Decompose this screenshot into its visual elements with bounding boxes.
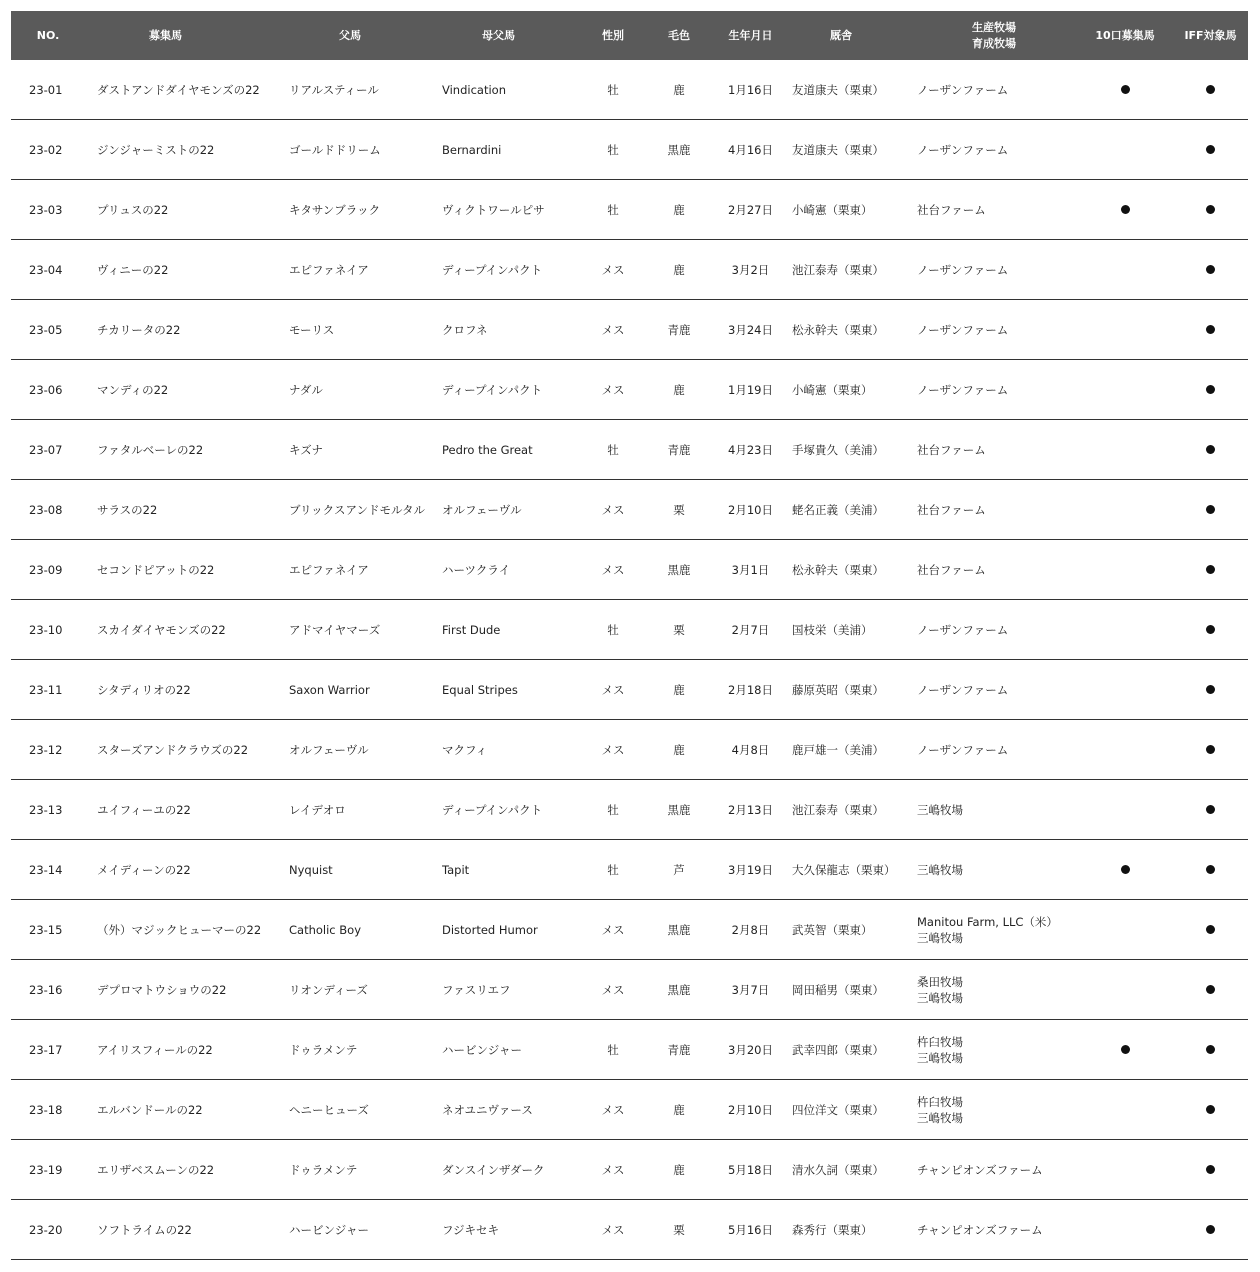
cell-farm: ノーザンファーム (917, 142, 1009, 157)
cell-color: 鹿 (673, 382, 685, 397)
iff-mark-cell (1173, 505, 1248, 514)
cell-no: 23-11 (29, 682, 63, 697)
cell-stable: 四位洋文（栗東） (792, 1102, 884, 1117)
cell-sire: アドマイヤマーズ (289, 622, 381, 637)
cell-sex: メス (601, 1162, 625, 1177)
cell-color: 青鹿 (667, 1042, 691, 1057)
cell-birth: 2月27日 (728, 202, 773, 217)
table-row (11, 960, 1248, 1020)
cell-farm: ノーザンファーム (917, 82, 1009, 97)
cell-birth: 3月19日 (728, 862, 773, 877)
cell-no: 23-06 (29, 382, 63, 397)
iff-mark-dot-icon (1206, 565, 1215, 574)
cell-dam-sire: First Dude (442, 622, 501, 637)
cell-sex: メス (601, 262, 625, 277)
cell-name: ダストアンドダイヤモンズの22 (97, 82, 260, 97)
header-stable: 厩舎 (830, 28, 852, 42)
header-dam-sire: 母父馬 (482, 28, 515, 42)
cell-name: サラスの22 (97, 502, 158, 517)
table-row (11, 300, 1248, 360)
header-birth: 生年月日 (728, 28, 773, 42)
cell-no: 23-05 (29, 322, 63, 337)
cell-sex: 牡 (607, 802, 619, 817)
cell-sire: ヘニーヒューズ (289, 1102, 369, 1117)
cell-sire: オルフェーヴル (289, 742, 369, 757)
cell-sire: キタサンブラック (289, 202, 381, 217)
cell-birth: 3月24日 (728, 322, 773, 337)
cell-no: 23-10 (29, 622, 63, 637)
cell-no: 23-14 (29, 862, 63, 877)
iff-mark-cell (1173, 1225, 1248, 1234)
cell-name: （外）マジックヒューマーの22 (97, 922, 262, 937)
table-row (11, 60, 1248, 120)
iff-mark-dot-icon (1206, 205, 1215, 214)
iff-mark-cell (1173, 265, 1248, 274)
cell-farm: 社台ファーム (917, 442, 986, 457)
table-row (11, 120, 1248, 180)
cell-stable: 手塚貴久（美浦） (792, 442, 884, 457)
table-row (11, 720, 1248, 780)
cell-dam-sire: ディープインパクト (442, 382, 543, 397)
cell-birth: 3月20日 (728, 1042, 773, 1057)
cell-stable: 大久保龍志（栗東） (792, 862, 896, 877)
table-row (11, 660, 1248, 720)
cell-stable: 松永幹夫（栗東） (792, 562, 884, 577)
cell-dam-sire: Pedro the Great (442, 442, 533, 457)
iff-mark-cell (1173, 865, 1248, 874)
cell-sex: 牡 (607, 1042, 619, 1057)
iff-mark-dot-icon (1206, 385, 1215, 394)
cell-no: 23-19 (29, 1162, 63, 1177)
table-row (11, 1200, 1248, 1260)
cell-name: ヴィニーの22 (97, 262, 169, 277)
cell-sire: Saxon Warrior (289, 682, 370, 697)
table-body (11, 60, 1248, 1260)
table-row (11, 780, 1248, 840)
cell-sex: 牡 (607, 202, 619, 217)
cell-dam-sire: Tapit (442, 862, 470, 877)
table-row (11, 420, 1248, 480)
ten-share-mark-dot-icon (1121, 1045, 1130, 1054)
cell-farm: 杵臼牧場 三嶋牧場 (917, 1034, 963, 1065)
header-farm: 生産牧場 育成牧場 (972, 20, 1016, 50)
cell-name: ジンジャーミストの22 (97, 142, 215, 157)
cell-no: 23-16 (29, 982, 63, 997)
cell-farm: チャンピオンズファーム (917, 1162, 1043, 1177)
cell-stable: 森秀行（栗東） (792, 1222, 873, 1237)
cell-color: 鹿 (673, 82, 685, 97)
iff-mark-cell (1173, 1165, 1248, 1174)
cell-sire: リオンディーズ (289, 982, 368, 997)
header-iff: IFF対象馬 (1184, 28, 1237, 42)
cell-name: プリュスの22 (97, 202, 169, 217)
cell-stable: 藤原英昭（栗東） (792, 682, 884, 697)
cell-sex: メス (601, 742, 625, 757)
cell-sire: ドゥラメンテ (289, 1162, 358, 1177)
ten-share-mark-cell (1077, 865, 1173, 874)
iff-mark-dot-icon (1206, 145, 1215, 154)
cell-name: マンディの22 (97, 382, 169, 397)
iff-mark-dot-icon (1206, 505, 1215, 514)
cell-stable: 池江泰寿（栗東） (792, 262, 884, 277)
cell-stable: 国枝栄（美浦） (792, 622, 873, 637)
cell-stable: 岡田稲男（栗東） (792, 982, 884, 997)
cell-birth: 2月10日 (728, 1102, 773, 1117)
cell-name: メイディーンの22 (97, 862, 191, 877)
cell-sex: メス (601, 562, 625, 577)
cell-no: 23-15 (29, 922, 63, 937)
cell-farm: ノーザンファーム (917, 382, 1009, 397)
iff-mark-cell (1173, 325, 1248, 334)
cell-farm: ノーザンファーム (917, 682, 1009, 697)
cell-dam-sire: ファスリエフ (442, 982, 511, 997)
cell-birth: 3月1日 (731, 562, 770, 577)
cell-dam-sire: Distorted Humor (442, 922, 538, 937)
cell-no: 23-04 (29, 262, 63, 277)
cell-dam-sire: オルフェーヴル (442, 502, 522, 517)
cell-name: シタディリオの22 (97, 682, 191, 697)
iff-mark-dot-icon (1206, 325, 1215, 334)
cell-farm: 社台ファーム (917, 502, 986, 517)
iff-mark-dot-icon (1206, 85, 1215, 94)
cell-sex: メス (601, 382, 625, 397)
cell-sex: メス (601, 1102, 625, 1117)
ten-share-mark-cell (1077, 205, 1173, 214)
cell-color: 黒鹿 (667, 922, 691, 937)
cell-stable: 小崎憲（栗東） (792, 202, 873, 217)
cell-farm: Manitou Farm, LLC（米） 三嶋牧場 (917, 914, 1058, 945)
cell-farm: 桑田牧場 三嶋牧場 (917, 974, 963, 1005)
header-color: 毛色 (668, 28, 690, 42)
iff-mark-dot-icon (1206, 745, 1215, 754)
cell-dam-sire: ディープインパクト (442, 802, 543, 817)
cell-dam-sire: Equal Stripes (442, 682, 518, 697)
recruitment-table (11, 11, 1248, 1260)
cell-color: 芦 (673, 862, 685, 877)
cell-name: エリザベスムーンの22 (97, 1162, 215, 1177)
table-row (11, 360, 1248, 420)
cell-sex: メス (601, 682, 625, 697)
cell-name: スターズアンドクラウズの22 (97, 742, 249, 757)
cell-color: 鹿 (673, 202, 685, 217)
cell-sex: メス (601, 322, 625, 337)
ten-share-mark-cell (1077, 1045, 1173, 1054)
header-ten-share: 10口募集馬 (1095, 28, 1155, 42)
cell-dam-sire: ヴィクトワールピサ (442, 202, 545, 217)
cell-color: 栗 (673, 622, 685, 637)
cell-no: 23-08 (29, 502, 63, 517)
cell-birth: 4月16日 (728, 142, 773, 157)
iff-mark-cell (1173, 1045, 1248, 1054)
cell-no: 23-03 (29, 202, 63, 217)
iff-mark-dot-icon (1206, 865, 1215, 874)
cell-no: 23-20 (29, 1222, 63, 1237)
iff-mark-cell (1173, 985, 1248, 994)
cell-stable: 武英智（栗東） (792, 922, 873, 937)
cell-farm: ノーザンファーム (917, 262, 1009, 277)
header-name: 募集馬 (149, 28, 182, 42)
cell-stable: 池江泰寿（栗東） (792, 802, 884, 817)
table-header (11, 11, 1248, 60)
cell-farm: ノーザンファーム (917, 742, 1009, 757)
cell-farm: 杵臼牧場 三嶋牧場 (917, 1094, 963, 1125)
iff-mark-dot-icon (1206, 925, 1215, 934)
cell-sire: ブリックスアンドモルタル (289, 502, 426, 517)
cell-stable: 蛯名正義（美浦） (792, 502, 884, 517)
cell-birth: 2月8日 (731, 922, 770, 937)
cell-stable: 清水久詞（栗東） (792, 1162, 884, 1177)
table-row (11, 1140, 1248, 1200)
cell-color: 栗 (673, 502, 685, 517)
cell-no: 23-18 (29, 1102, 63, 1117)
cell-color: 鹿 (673, 742, 685, 757)
cell-color: 黒鹿 (667, 562, 691, 577)
cell-sire: リアルスティール (289, 82, 379, 97)
cell-sire: ドゥラメンテ (289, 1042, 358, 1057)
table-row (11, 1080, 1248, 1140)
cell-farm: 社台ファーム (917, 202, 986, 217)
cell-birth: 4月8日 (731, 742, 770, 757)
iff-mark-dot-icon (1206, 265, 1215, 274)
table-row (11, 480, 1248, 540)
table-row (11, 540, 1248, 600)
iff-mark-dot-icon (1206, 805, 1215, 814)
iff-mark-dot-icon (1206, 625, 1215, 634)
cell-birth: 1月19日 (728, 382, 773, 397)
cell-name: アイリスフィールの22 (97, 1042, 213, 1057)
cell-sire: エピファネイア (289, 262, 369, 277)
cell-sex: 牡 (607, 442, 619, 457)
table-row (11, 840, 1248, 900)
cell-birth: 4月23日 (728, 442, 773, 457)
cell-sex: 牡 (607, 82, 619, 97)
cell-dam-sire: Bernardini (442, 142, 502, 157)
cell-sire: ハービンジャー (289, 1222, 369, 1237)
cell-color: 鹿 (673, 682, 685, 697)
iff-mark-cell (1173, 625, 1248, 634)
table-row (11, 180, 1248, 240)
header-sex: 性別 (602, 28, 624, 42)
cell-color: 黒鹿 (667, 802, 691, 817)
table-row (11, 1020, 1248, 1080)
cell-color: 黒鹿 (667, 142, 691, 157)
cell-name: エルバンドールの22 (97, 1102, 203, 1117)
ten-share-mark-dot-icon (1121, 85, 1130, 94)
cell-no: 23-17 (29, 1042, 63, 1057)
ten-share-mark-dot-icon (1121, 205, 1130, 214)
header-sire: 父馬 (339, 28, 361, 42)
cell-farm: ノーザンファーム (917, 622, 1009, 637)
cell-no: 23-01 (29, 82, 63, 97)
cell-stable: 鹿戸雄一（美浦） (792, 742, 884, 757)
cell-birth: 3月7日 (731, 982, 770, 997)
cell-sex: 牡 (607, 142, 619, 157)
cell-sire: Catholic Boy (289, 922, 362, 937)
cell-no: 23-12 (29, 742, 63, 757)
cell-dam-sire: ハービンジャー (442, 1042, 522, 1057)
cell-birth: 2月10日 (728, 502, 773, 517)
cell-sire: ゴールドドリーム (289, 142, 381, 157)
cell-stable: 友道康夫（栗東） (792, 142, 884, 157)
cell-stable: 武幸四郎（栗東） (792, 1042, 884, 1057)
iff-mark-cell (1173, 205, 1248, 214)
iff-mark-cell (1173, 745, 1248, 754)
cell-dam-sire: ダンスインザダーク (442, 1162, 545, 1177)
iff-mark-dot-icon (1206, 685, 1215, 694)
iff-mark-cell (1173, 145, 1248, 154)
cell-sire: Nyquist (289, 862, 333, 877)
cell-no: 23-02 (29, 142, 63, 157)
cell-birth: 5月18日 (728, 1162, 773, 1177)
table-row (11, 600, 1248, 660)
iff-mark-cell (1173, 685, 1248, 694)
cell-dam-sire: ディープインパクト (442, 262, 543, 277)
iff-mark-cell (1173, 565, 1248, 574)
cell-name: ファタルベーレの22 (97, 442, 204, 457)
cell-color: 鹿 (673, 262, 685, 277)
cell-birth: 1月16日 (728, 82, 773, 97)
iff-mark-cell (1173, 1105, 1248, 1114)
iff-mark-cell (1173, 925, 1248, 934)
cell-farm: 三嶋牧場 (917, 802, 963, 817)
cell-color: 青鹿 (667, 322, 691, 337)
cell-stable: 小崎憲（栗東） (792, 382, 873, 397)
iff-mark-cell (1173, 85, 1248, 94)
cell-name: ユイフィーユの22 (97, 802, 191, 817)
cell-name: ソフトライムの22 (97, 1222, 192, 1237)
cell-name: セコンドピアットの22 (97, 562, 215, 577)
cell-color: 鹿 (673, 1102, 685, 1117)
cell-sire: レイデオロ (289, 802, 346, 817)
cell-sex: メス (601, 1222, 625, 1237)
cell-sex: 牡 (607, 862, 619, 877)
iff-mark-cell (1173, 385, 1248, 394)
cell-sire: エピファネイア (289, 562, 369, 577)
cell-birth: 2月18日 (728, 682, 773, 697)
cell-color: 黒鹿 (667, 982, 691, 997)
table-row (11, 240, 1248, 300)
iff-mark-cell (1173, 445, 1248, 454)
cell-dam-sire: マクフィ (442, 742, 488, 757)
cell-dam-sire: フジキセキ (442, 1222, 500, 1237)
cell-sex: メス (601, 982, 625, 997)
iff-mark-cell (1173, 805, 1248, 814)
cell-farm: チャンピオンズファーム (917, 1222, 1043, 1237)
iff-mark-dot-icon (1206, 985, 1215, 994)
cell-no: 23-13 (29, 802, 63, 817)
cell-birth: 3月2日 (731, 262, 770, 277)
cell-dam-sire: ネオユニヴァース (442, 1102, 533, 1117)
cell-dam-sire: クロフネ (442, 322, 488, 337)
cell-stable: 友道康夫（栗東） (792, 82, 884, 97)
cell-sex: メス (601, 922, 625, 937)
cell-color: 鹿 (673, 1162, 685, 1177)
cell-name: スカイダイヤモンズの22 (97, 622, 226, 637)
cell-color: 栗 (673, 1222, 685, 1237)
cell-no: 23-09 (29, 562, 63, 577)
cell-farm: ノーザンファーム (917, 322, 1009, 337)
cell-sire: ナダル (289, 382, 323, 397)
cell-sire: モーリス (289, 322, 335, 337)
table-row (11, 900, 1248, 960)
cell-sex: 牡 (607, 622, 619, 637)
cell-sex: メス (601, 502, 625, 517)
cell-stable: 松永幹夫（栗東） (792, 322, 884, 337)
iff-mark-dot-icon (1206, 1225, 1215, 1234)
iff-mark-dot-icon (1206, 1165, 1215, 1174)
cell-farm: 社台ファーム (917, 562, 986, 577)
cell-dam-sire: ハーツクライ (442, 562, 511, 577)
cell-birth: 5月16日 (728, 1222, 773, 1237)
cell-birth: 2月13日 (728, 802, 773, 817)
cell-color: 青鹿 (667, 442, 691, 457)
cell-name: デプロマトウショウの22 (97, 982, 227, 997)
cell-sire: キズナ (289, 442, 324, 457)
cell-farm: 三嶋牧場 (917, 862, 963, 877)
cell-name: チカリータの22 (97, 322, 181, 337)
iff-mark-dot-icon (1206, 1105, 1215, 1114)
iff-mark-dot-icon (1206, 1045, 1215, 1054)
iff-mark-dot-icon (1206, 445, 1215, 454)
header-no: NO. (36, 28, 60, 42)
ten-share-mark-dot-icon (1121, 865, 1130, 874)
cell-birth: 2月7日 (731, 622, 770, 637)
cell-no: 23-07 (29, 442, 63, 457)
ten-share-mark-cell (1077, 85, 1173, 94)
cell-dam-sire: Vindication (442, 82, 506, 97)
